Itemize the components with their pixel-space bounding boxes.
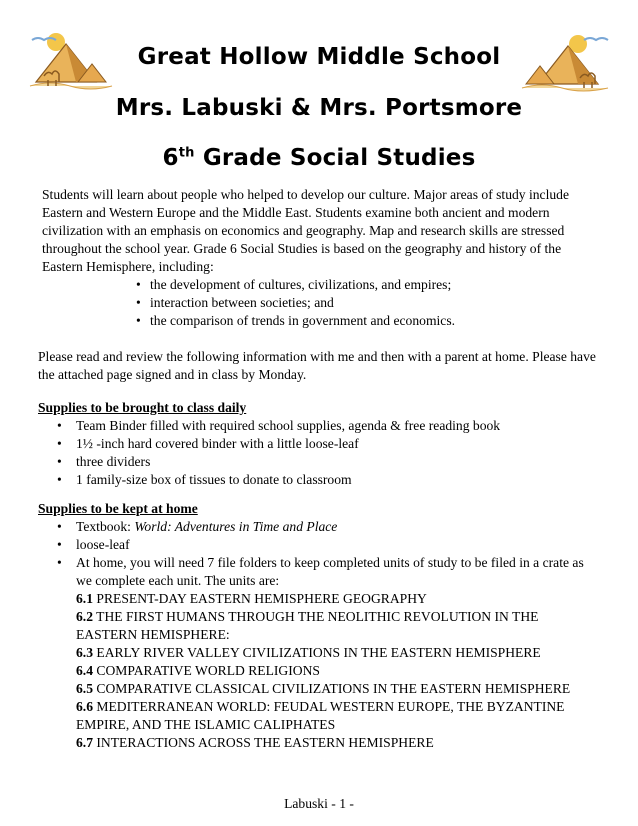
- course-name: Grade Social Studies: [202, 145, 476, 171]
- intro-bullet: • the development of cultures, civilizations, and empires;: [42, 276, 582, 294]
- unit-number: 6.5: [76, 681, 93, 696]
- unit-name: PRESENT-DAY EASTERN HEMISPHERE GEOGRAPHY: [96, 591, 427, 606]
- course-title: [0, 145, 638, 171]
- unit-number: 6.1: [76, 591, 93, 606]
- unit-name: MEDITERRANEAN WORLD: FEUDAL WESTERN EUROPE, THE BYZANTINE EMPIRE, AND THE ISLAMIC CALIPHATES: [76, 699, 565, 732]
- unit-number: 6.3: [76, 645, 93, 660]
- unit-number: 6.6: [76, 699, 93, 714]
- daily-supplies-title: Supplies to be brought to class daily: [38, 400, 247, 415]
- unit-name: THE FIRST HUMANS THROUGH THE NEOLITHIC REVOLUTION IN THE EASTERN HEMISPHERE:: [76, 609, 539, 642]
- unit-item: [76, 698, 598, 734]
- textbook-title: World: Adventures in Time and Place: [134, 519, 338, 534]
- unit-name: EARLY RIVER VALLEY CIVILIZATIONS IN THE EASTERN HEMISPHERE: [96, 645, 541, 660]
- units-list: [76, 590, 598, 752]
- list-item: • 1½ -inch hard covered binder with a little loose-leaf: [38, 435, 598, 453]
- unit-name: INTERACTIONS ACROSS THE EASTERN HEMISPHERE: [96, 735, 434, 750]
- list-item: [38, 518, 598, 536]
- unit-item: [76, 644, 598, 662]
- daily-supplies-list: [38, 417, 598, 489]
- unit-number: 6.2: [76, 609, 93, 624]
- school-name: Great Hollow Middle School: [137, 44, 501, 70]
- list-item: • three dividers: [38, 453, 598, 471]
- unit-number: 6.4: [76, 663, 93, 678]
- unit-item: [76, 662, 598, 680]
- home-supplies-list: [38, 518, 598, 752]
- intro-text: Students will learn about people who helped to develop our culture. Major areas of study include Eastern and Western Europe and the Middle East. Students examine both ancient and modern civilization with an emphasis on economics and geography. Map and research skills are stressed throughout the school year. Grade 6 Social Studies is based on the geography and history of the Eastern Hemisphere, including:: [42, 187, 569, 274]
- unit-item: [76, 590, 598, 608]
- intro-bullet: • the comparison of trends in government and economics.: [42, 312, 582, 330]
- page-footer: Labuski - 1 -: [284, 796, 354, 811]
- home-supplies-title: Supplies to be kept at home: [38, 501, 198, 516]
- unit-item: [76, 608, 598, 644]
- instructions-text: Please read and review the following information with me and then with a parent at home. Please have the attached page signed and in class by Monday.: [38, 349, 596, 382]
- folders-text: At home, you will need 7 file folders to keep completed units of study to be filed in a crate as we complete each unit. The units are:: [76, 555, 584, 588]
- intro-section: [42, 186, 582, 330]
- unit-name: COMPARATIVE WORLD RELIGIONS: [96, 663, 320, 678]
- list-item: • Team Binder filled with required school supplies, agenda & free reading book: [38, 417, 598, 435]
- unit-item: [76, 680, 598, 698]
- intro-bullet: • interaction between societies; and: [42, 294, 582, 312]
- list-item: [38, 554, 598, 752]
- grade-suffix: th: [178, 145, 195, 161]
- grade-number: 6: [162, 145, 179, 171]
- list-item: • loose-leaf: [38, 536, 598, 554]
- unit-name: COMPARATIVE CLASSICAL CIVILIZATIONS IN THE EASTERN HEMISPHERE: [96, 681, 571, 696]
- textbook-label: Textbook:: [76, 519, 135, 534]
- intro-bullets: [42, 276, 582, 330]
- list-item: • 1 family-size box of tissues to donate to classroom: [38, 471, 598, 489]
- unit-item: [76, 734, 598, 752]
- teacher-names: Mrs. Labuski & Mrs. Portsmore: [115, 95, 523, 121]
- unit-number: 6.7: [76, 735, 93, 750]
